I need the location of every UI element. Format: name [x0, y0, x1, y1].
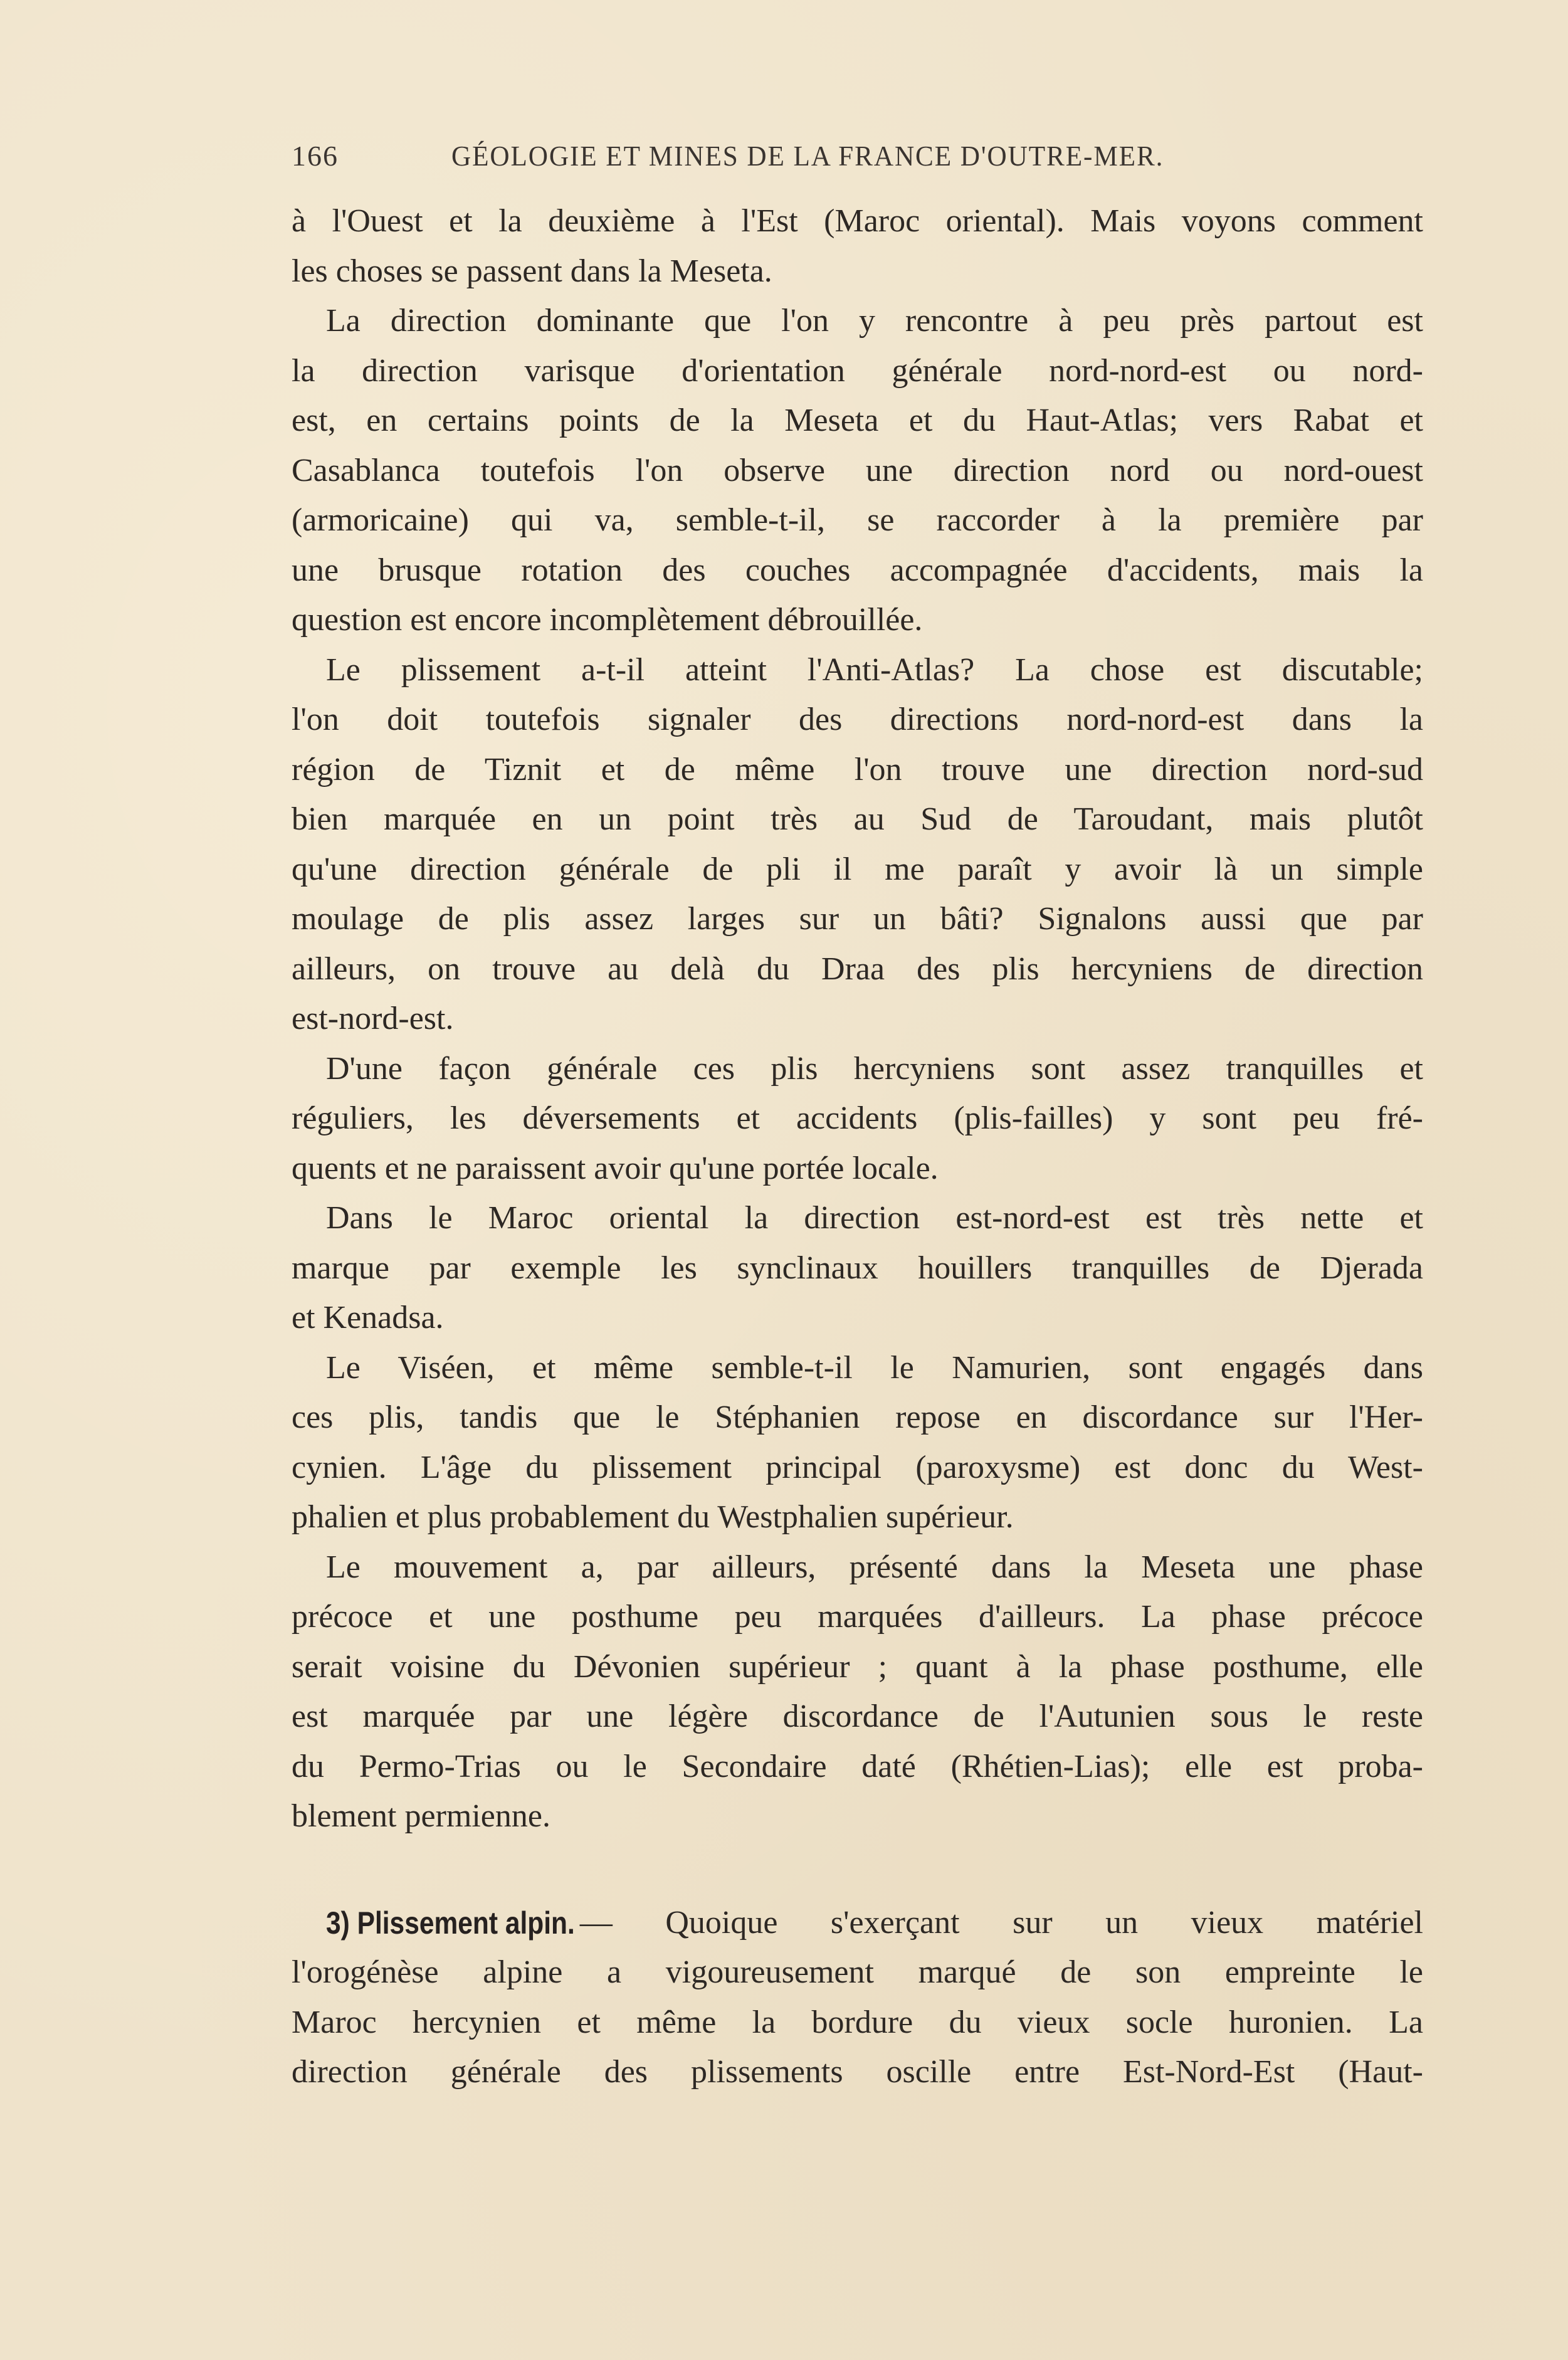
- text-line: est-nord-est.: [292, 1001, 454, 1036]
- text-line: est marquée par une légère discordance de l'Autunien sous le reste: [292, 1699, 1423, 1734]
- text-line: Le mouvement a, par ailleurs, présenté dans la Meseta une phase: [326, 1549, 1423, 1585]
- text-line: phalien et plus probablement du Westphalien supérieur.: [292, 1499, 1014, 1535]
- text-line: la direction varisque d'orientation générale nord-nord-est ou nord-: [292, 353, 1423, 389]
- text-line: ailleurs, on trouve au delà du Draa des plis hercyniens de direction: [292, 951, 1423, 987]
- text-line: question est encore incomplètement débrouillée.: [292, 602, 923, 638]
- text-line: à l'Ouest et la deuxième à l'Est (Maroc oriental). Mais voyons comment: [292, 203, 1423, 239]
- text-line: est, en certains points de la Meseta et du Haut-Atlas; vers Rabat et: [292, 403, 1423, 438]
- text-line: Dans le Maroc oriental la direction est-nord-est est très nette et: [326, 1200, 1423, 1236]
- text-line: réguliers, les déversements et accidents (plis-failles) y sont peu fré-: [292, 1100, 1423, 1136]
- running-head: [292, 139, 1257, 177]
- text-line: D'une façon générale ces plis hercyniens sont assez tranquilles et: [326, 1051, 1423, 1087]
- page-number: 166: [292, 140, 339, 172]
- text-line: moulage de plis assez larges sur un bâti? Signalons aussi que par: [292, 901, 1423, 937]
- text-line: précoce et une posthume peu marquées d'ailleurs. La phase précoce: [292, 1599, 1423, 1635]
- text-line: une brusque rotation des couches accompagnée d'accidents, mais la: [292, 552, 1423, 588]
- running-head-title: GÉOLOGIE ET MINES DE LA FRANCE D'OUTRE-MER.: [451, 140, 1164, 172]
- text-line: qu'une direction générale de pli il me paraît y avoir là un simple: [292, 851, 1423, 887]
- text-line: Casablanca toutefois l'on observe une direction nord ou nord-ouest: [292, 453, 1423, 488]
- text-line: ces plis, tandis que le Stéphanien repose en discordance sur l'Her-: [292, 1399, 1423, 1435]
- text-line: marque par exemple les synclinaux houillers tranquilles de Djerada: [292, 1250, 1423, 1286]
- text-line: l'orogénèse alpine a vigoureusement marqué de son empreinte le: [292, 1954, 1423, 1990]
- text-line: région de Tiznit et de même l'on trouve une direction nord-sud: [292, 752, 1423, 788]
- section-heading: 3) Plissement alpin.: [326, 1905, 575, 1941]
- text-line: et Kenadsa.: [292, 1300, 444, 1335]
- text-line: quents et ne paraissent avoir qu'une portée locale.: [292, 1151, 939, 1186]
- text-line: La direction dominante que l'on y rencontre à peu près partout est: [326, 303, 1423, 339]
- text-line: cynien. L'âge du plissement principal (paroxysme) est donc du West-: [292, 1450, 1423, 1485]
- text-line: les choses se passent dans la Meseta.: [292, 253, 772, 289]
- text-line: Le plissement a-t-il atteint l'Anti-Atlas? La chose est discutable;: [326, 652, 1423, 688]
- text-line: l'on doit toutefois signaler des directions nord-nord-est dans la: [292, 702, 1423, 737]
- text-line: bien marquée en un point très au Sud de Taroudant, mais plutôt: [292, 801, 1423, 837]
- text-line: (armoricaine) qui va, semble-t-il, se raccorder à la première par: [292, 502, 1423, 538]
- text-line: Maroc hercynien et même la bordure du vieux socle huronien. La: [292, 2004, 1423, 2040]
- text-line: direction générale des plissements oscille entre Est-Nord-Est (Haut-: [292, 2054, 1423, 2090]
- text-line: serait voisine du Dévonien supérieur ; quant à la phase posthume, elle: [292, 1649, 1423, 1685]
- text-line: du Permo-Trias ou le Secondaire daté (Rhétien-Lias); elle est proba-: [292, 1749, 1423, 1784]
- text-run: — Quoique s'exerçant sur un vieux matériel: [579, 1905, 1423, 1941]
- text-line: blement permienne.: [292, 1798, 550, 1834]
- section-heading-line: [326, 1901, 1423, 1945]
- text-line: Le Viséen, et même semble-t-il le Namurien, sont engagés dans: [326, 1350, 1423, 1386]
